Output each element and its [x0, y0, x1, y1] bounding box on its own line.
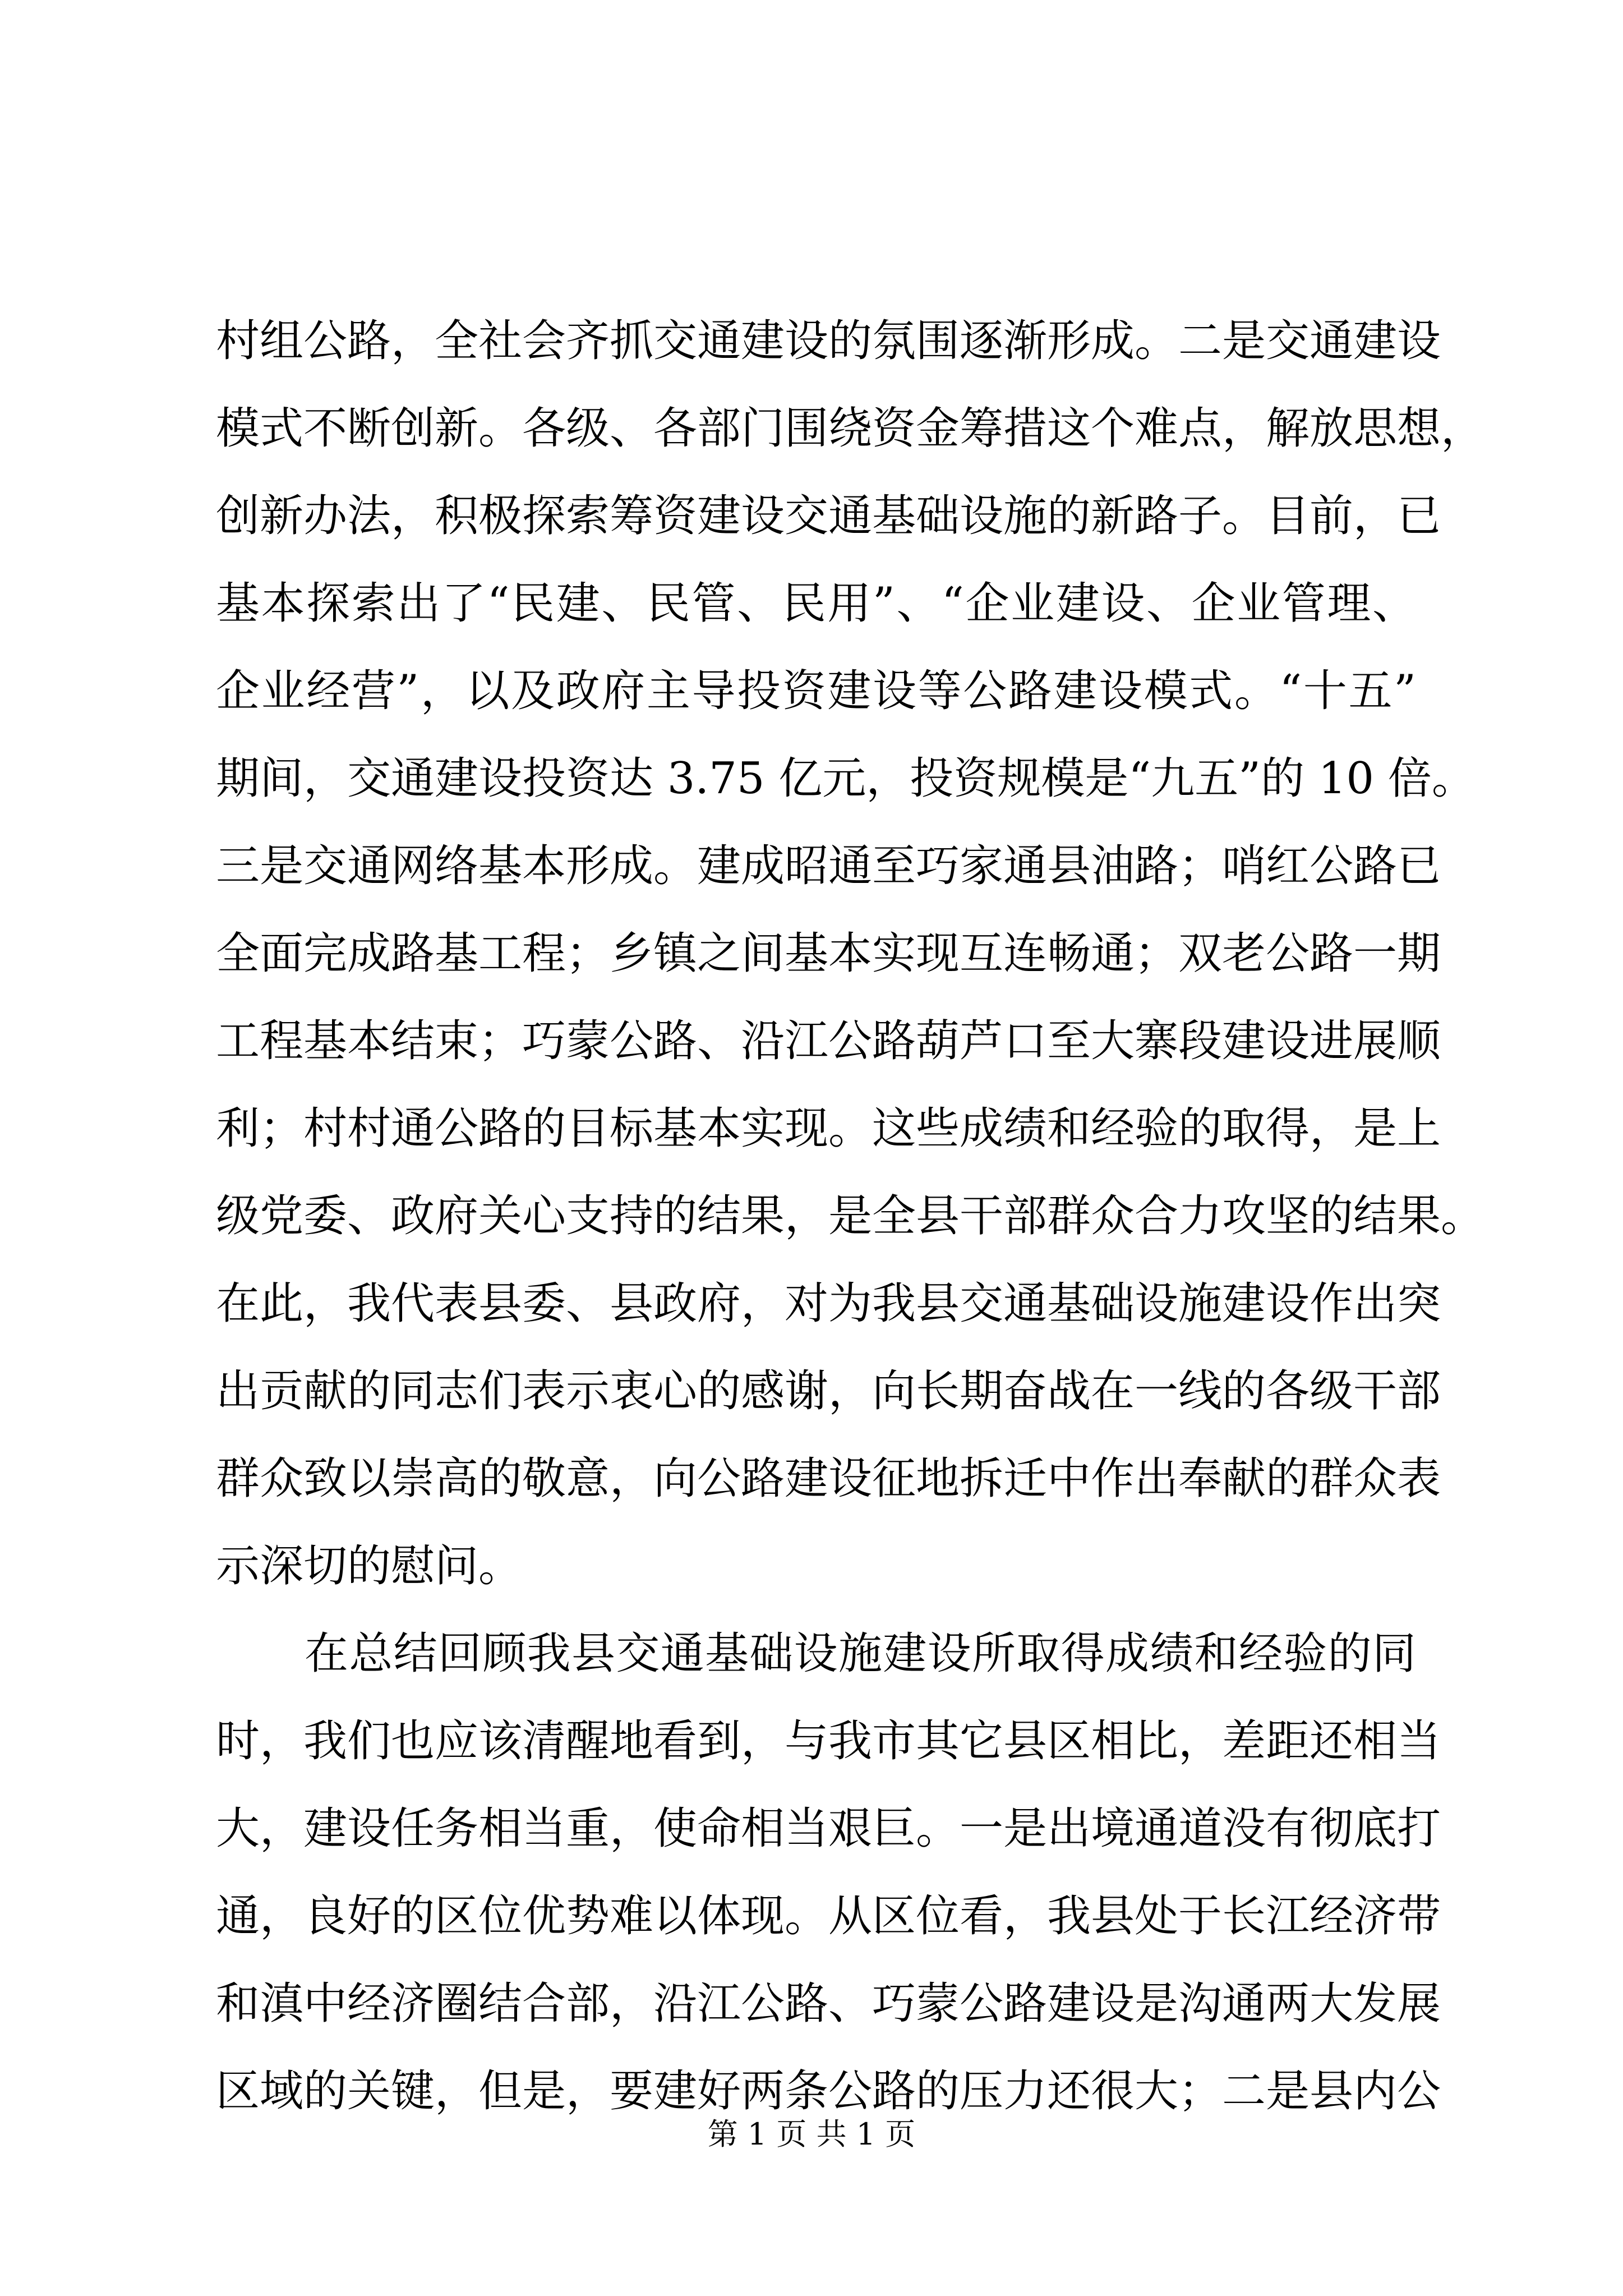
text-line: 工程基本结束；巧蒙公路、沿江公路葫芦口至大寨段建设进展顺 — [216, 1016, 1441, 1066]
text-line: 时，我们也应该清醒地看到，与我市其它县区相比，差距还相当 — [216, 1716, 1441, 1766]
text-line: 示深切的慰问。 — [216, 1541, 523, 1591]
paragraph-1 — [216, 297, 1485, 1610]
page-number-label: 第 1 页 共 1 页 — [707, 2116, 916, 2152]
page-footer — [0, 2115, 1623, 2154]
text-line: 群众致以崇高的敬意，向公路建设征地拆迁中作出奉献的群众表 — [216, 1453, 1441, 1504]
text-line: 三是交通网络基本形成。建成昭通至巧家通县油路；哨红公路已 — [216, 841, 1441, 891]
text-line: 期间，交通建设投资达 3.75 亿元，投资规模是“九五”的 10 倍。 — [216, 753, 1476, 804]
text-line: 全面完成路基工程；乡镇之间基本实现互连畅通；双老公路一期 — [216, 928, 1441, 979]
text-line: 创新办法，积极探索筹资建设交通基础设施的新路子。目前，已 — [216, 491, 1441, 541]
text-line: 大，建设任务相当重，使命相当艰巨。一是出境通道没有彻底打 — [216, 1803, 1441, 1854]
text-line: 在总结回顾我县交通基础设施建设所取得成绩和经验的同 — [305, 1628, 1416, 1679]
text-line: 村组公路，全社会齐抓交通建设的氛围逐渐形成。二是交通建设 — [216, 316, 1441, 366]
text-line: 模式不断创新。各级、各部门围绕资金筹措这个难点，解放思想， — [216, 403, 1485, 454]
text-line: 出贡献的同志们表示衷心的感谢，向长期奋战在一线的各级干部 — [216, 1366, 1441, 1416]
text-line: 在此，我代表县委、县政府，对为我县交通基础设施建设作出突 — [216, 1278, 1441, 1329]
document-body — [216, 297, 1485, 2135]
text-line: 利；村村通公路的目标基本实现。这些成绩和经验的取得，是上 — [216, 1103, 1441, 1154]
text-line: 和滇中经济圈结合部，沿江公路、巧蒙公路建设是沟通两大发展 — [216, 1978, 1441, 2029]
text-line: 级党委、政府关心支持的结果，是全县干部群众合力攻坚的结果。 — [216, 1191, 1485, 1241]
text-line: 区域的关键，但是，要建好两条公路的压力还很大；二是县内公 — [216, 2066, 1441, 2116]
text-line: 基本探索出了“民建、民管、民用”、“企业建设、企业管理、 — [216, 578, 1416, 629]
paragraph-2 — [216, 1610, 1441, 2135]
text-line: 企业经营”，以及政府主导投资建设等公路建设模式。“十五” — [216, 666, 1416, 716]
text-line: 通，良好的区位优势难以体现。从区位看，我县处于长江经济带 — [216, 1891, 1441, 1941]
